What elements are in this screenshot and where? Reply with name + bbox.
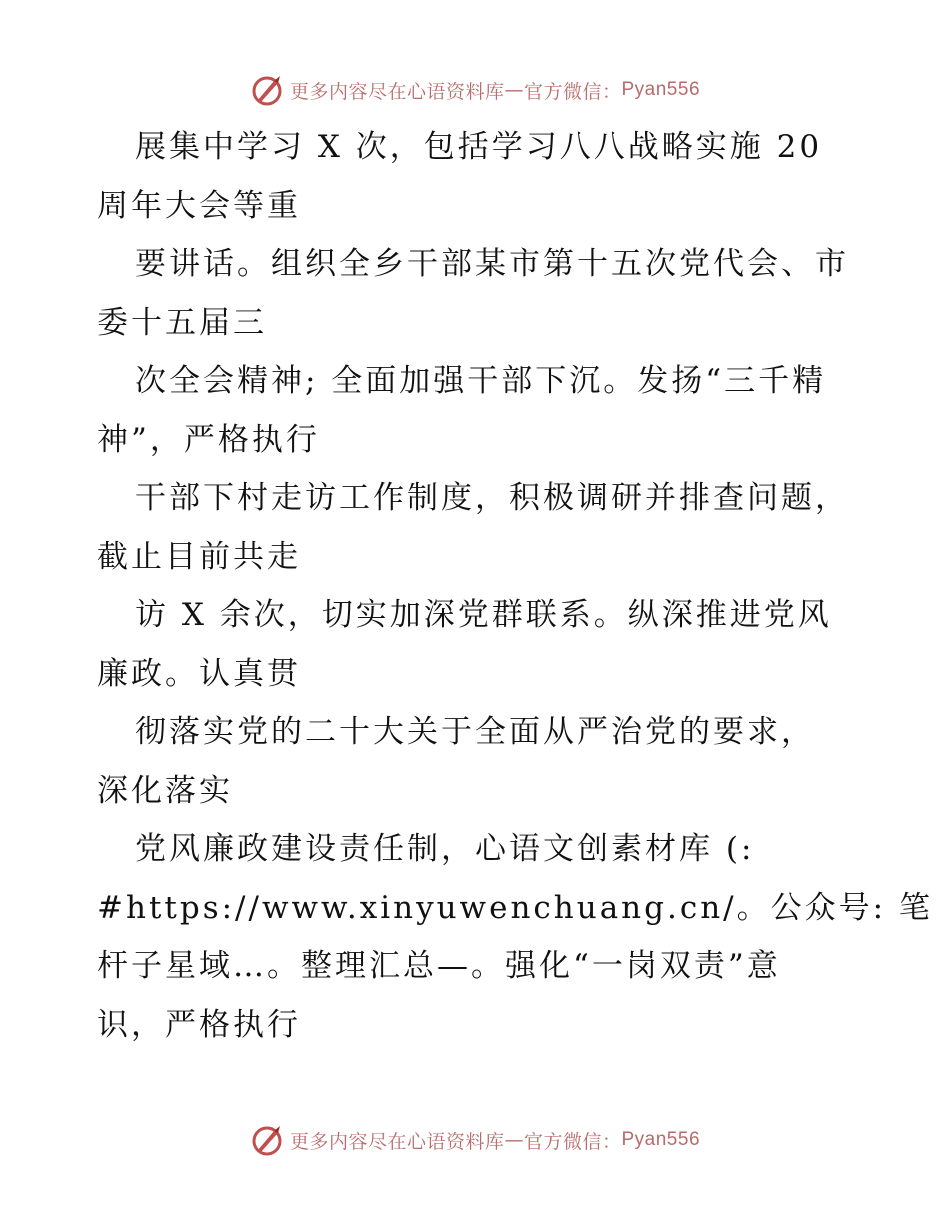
quill-logo-icon (250, 73, 284, 107)
text-line: 识，严格执行 (97, 1006, 301, 1043)
header-watermark (0, 70, 950, 110)
watermark-separator: — (504, 1129, 524, 1151)
watermark-handle: Pyan556 (621, 1129, 701, 1150)
watermark-brand: 更多内容尽在心语资料库 (289, 1130, 505, 1153)
watermark-brand: 更多内容尽在心语资料库 (289, 80, 505, 103)
text-line: 委十五届三 (97, 304, 267, 341)
watermark-separator: — (504, 79, 524, 101)
footer-watermark (0, 1120, 950, 1160)
text-line: 截止目前共走 (97, 538, 301, 575)
document-body (97, 118, 933, 1054)
text-line: 访 X 余次，切实加深党群联系。纵深推进党风 (135, 597, 832, 633)
quill-logo-icon (250, 1123, 284, 1157)
text-line: 次全会精神; 全面加强干部下沉。发扬“三千精 (135, 363, 827, 399)
watermark-contact: 官方微信： (523, 1130, 622, 1153)
text-line: 彻落实党的二十大关于全面从严治党的要求， (135, 714, 815, 750)
text-line: 党风廉政建设责任制，心语文创素材库 (: (135, 831, 755, 867)
watermark-contact: 官方微信： (523, 80, 622, 103)
text-line: 杆子星域…。整理汇总—。强化“一岗双责”意 (97, 948, 781, 984)
text-line: 展集中学习 X 次，包括学习八八战略实施 20 (135, 129, 823, 165)
text-line: #https://www.xinyuwenchuang.cn/。公众号: 笔 (97, 889, 933, 926)
text-line: 廉政。认真贯 (97, 655, 301, 692)
text-line: 周年大会等重 (97, 187, 301, 224)
text-line: 深化落实 (97, 772, 233, 809)
text-line: 要讲话。组织全乡干部某市第十五次党代会、市 (135, 246, 849, 282)
watermark-handle: Pyan556 (621, 79, 701, 100)
text-line: 干部下村走访工作制度，积极调研并排查问题， (135, 480, 849, 516)
text-line: 神”，严格执行 (97, 421, 320, 458)
